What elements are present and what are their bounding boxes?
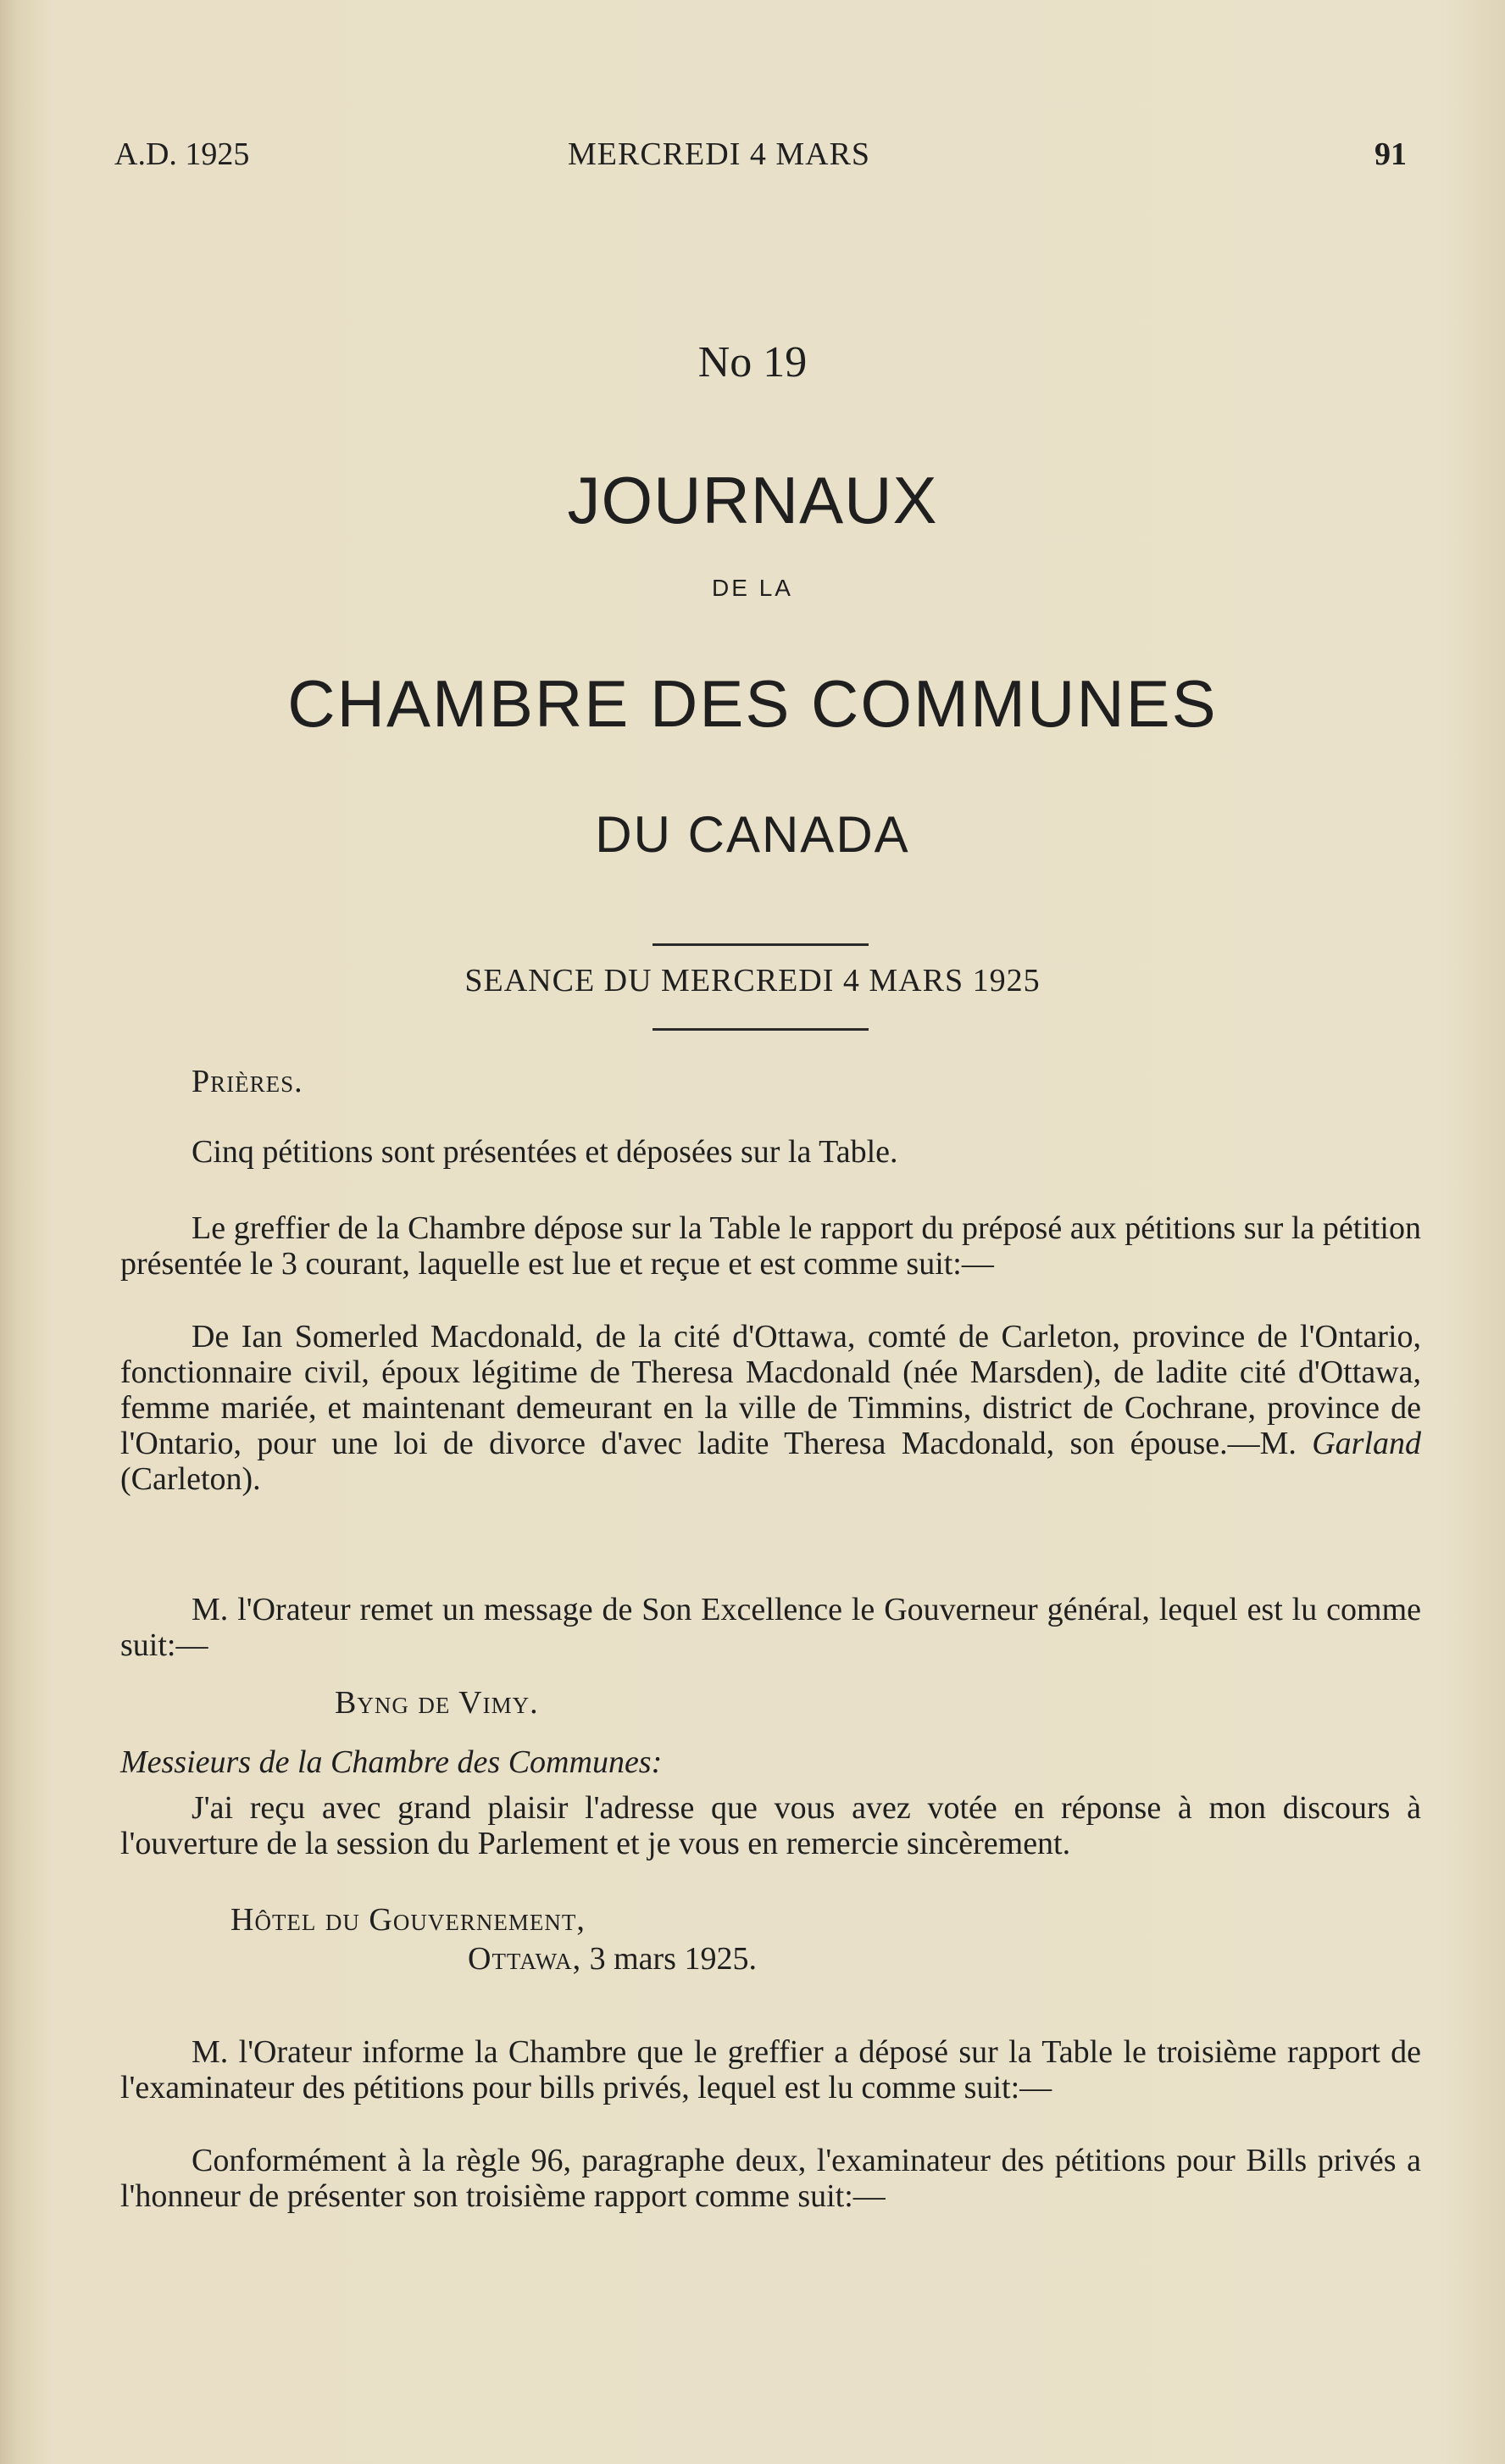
sitting-heading: SEANCE DU MERCREDI 4 MARS 1925 <box>464 963 1041 998</box>
divorce-petition-text <box>120 1319 1421 1497</box>
petitions-paragraph <box>120 1134 1421 1170</box>
prayers-text: Prières. <box>192 1064 303 1099</box>
examiner-report-paragraph <box>120 2143 1421 2214</box>
petition-member-riding: (Carleton). <box>120 1461 261 1497</box>
divorce-petition-paragraph <box>120 1319 1421 1497</box>
message-place: Hôtel du Gouvernement, <box>230 1902 586 1938</box>
divider-top <box>653 943 869 946</box>
header-year: A.D. 1925 <box>114 136 250 172</box>
header-date: MERCREDI 4 MARS <box>568 136 871 172</box>
examiner-report-text: Conformément à la règle 96, paragraphe deux, l'examinateur des pétitions pour Bills privés a l'honneur de présenter son troisième rapport comme suit:— <box>120 2143 1421 2214</box>
message-date-line <box>468 1941 757 1977</box>
message-date: 3 mars 1925. <box>589 1941 757 1977</box>
governor-signature: Byng de Vimy. <box>335 1685 539 1721</box>
country-title: DU CANADA <box>595 806 910 863</box>
page-number: 91 <box>1374 136 1407 172</box>
journal-title: JOURNAUX <box>567 463 938 537</box>
message-salutation: Messieurs de la Chambre des Communes: <box>120 1744 663 1780</box>
governor-message-text: J'ai reçu avec grand plaisir l'adresse que vous avez votée en réponse à mon discours à l'ouverture de la session du Parlement et je vous en remercie sincèrement. <box>120 1790 1421 1861</box>
petition-body: De Ian Somerled Macdonald, de la cité d'Ottawa, comté de Carleton, province de l'Ontario, fonctionnaire civil, époux légitime de Theresa Macdonald (née Marsden), de ladite cité d'Ottawa, femme mariée, et maintenant demeurant en la ville de Timmins, district de Cochrane, province de l'Ontario, pour une loi de divorce d'avec ladite Theresa Macdonald, son épouse.—M. <box>120 1319 1421 1461</box>
speaker-informs-paragraph <box>120 2034 1421 2105</box>
divider-bottom <box>653 1028 869 1031</box>
speaker-informs-text: M. l'Orateur informe la Chambre que le greffier a déposé sur la Table le troisième rapport de l'examinateur des pétitions pour bills privés, lequel est lu comme suit:— <box>120 2034 1421 2105</box>
governor-message <box>120 1790 1421 1861</box>
petition-member: Garland <box>1312 1426 1422 1461</box>
clerk-text: Le greffier de la Chambre dépose sur la Table le rapport du préposé aux pétitions sur la pétition présentée le 3 courant, laquelle est lue et reçue et est comme suit:— <box>120 1210 1421 1282</box>
speaker-message-paragraph <box>120 1592 1421 1663</box>
journal-subtitle-de-la: DE LA <box>712 575 793 601</box>
prayers-heading <box>120 1064 1421 1099</box>
page-header <box>114 136 1407 178</box>
petitions-text: Cinq pétitions sont présentées et déposées sur la Table. <box>192 1134 898 1170</box>
speaker-message-text: M. l'Orateur remet un message de Son Excellence le Gouverneur général, lequel est lu comme suit:— <box>120 1592 1421 1663</box>
chamber-title: CHAMBRE DES COMMUNES <box>287 666 1218 741</box>
clerk-paragraph <box>120 1210 1421 1282</box>
issue-number: No 19 <box>697 338 808 387</box>
message-city: Ottawa, <box>468 1941 582 1977</box>
